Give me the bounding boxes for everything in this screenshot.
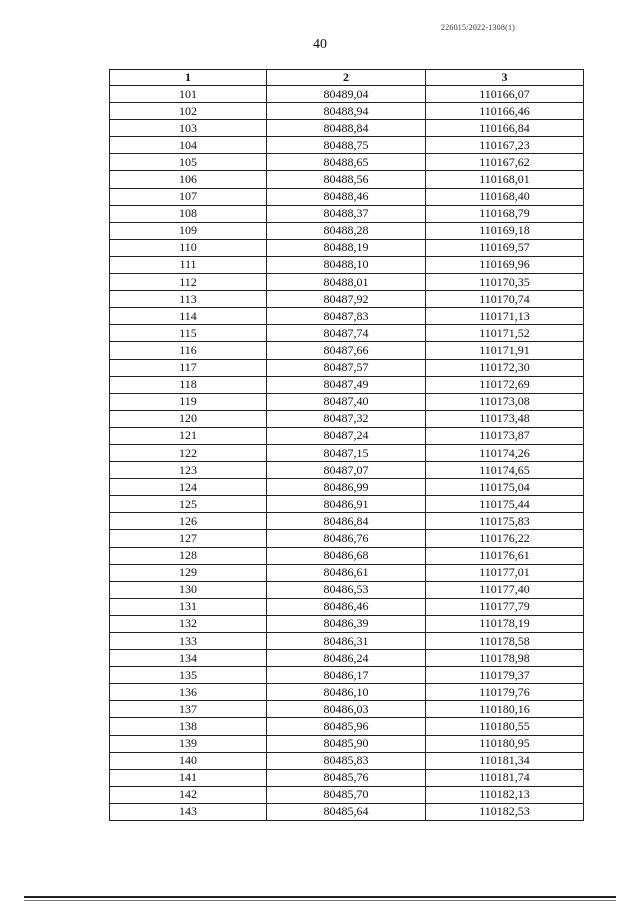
- y-coordinate-cell: 110181,34: [426, 752, 584, 769]
- table-row: [110, 393, 584, 410]
- y-coordinate-cell: 110171,52: [426, 325, 584, 342]
- y-coordinate-cell: 110182,13: [426, 786, 584, 803]
- x-coordinate-cell: 80486,84: [267, 513, 426, 530]
- point-number-cell: 117: [110, 359, 267, 376]
- table-row: [110, 479, 584, 496]
- table-row: [110, 188, 584, 205]
- table-row: [110, 342, 584, 359]
- x-coordinate-cell: 80488,01: [267, 274, 426, 291]
- y-coordinate-cell: 110172,30: [426, 359, 584, 376]
- y-coordinate-cell: 110169,57: [426, 239, 584, 256]
- x-coordinate-cell: 80486,10: [267, 684, 426, 701]
- x-coordinate-cell: 80488,56: [267, 171, 426, 188]
- y-coordinate-cell: 110169,18: [426, 222, 584, 239]
- point-number-cell: 108: [110, 205, 267, 222]
- column-header-2: 2: [267, 70, 426, 86]
- y-coordinate-cell: 110179,37: [426, 667, 584, 684]
- x-coordinate-cell: 80485,96: [267, 718, 426, 735]
- x-coordinate-cell: 80486,17: [267, 667, 426, 684]
- point-number-cell: 122: [110, 444, 267, 461]
- footer-rule-thin: [24, 900, 616, 901]
- x-coordinate-cell: 80489,04: [267, 86, 426, 103]
- point-number-cell: 119: [110, 393, 267, 410]
- x-coordinate-cell: 80486,24: [267, 650, 426, 667]
- x-coordinate-cell: 80486,68: [267, 547, 426, 564]
- y-coordinate-cell: 110167,62: [426, 154, 584, 171]
- table-row: [110, 650, 584, 667]
- point-number-cell: 112: [110, 274, 267, 291]
- table-row: [110, 769, 584, 786]
- table-row: [110, 786, 584, 803]
- y-coordinate-cell: 110170,74: [426, 291, 584, 308]
- point-number-cell: 142: [110, 786, 267, 803]
- x-coordinate-cell: 80487,83: [267, 308, 426, 325]
- table-row: [110, 735, 584, 752]
- table-row: [110, 359, 584, 376]
- x-coordinate-cell: 80486,46: [267, 598, 426, 615]
- point-number-cell: 138: [110, 718, 267, 735]
- point-number-cell: 118: [110, 376, 267, 393]
- point-number-cell: 133: [110, 633, 267, 650]
- table-row: [110, 462, 584, 479]
- x-coordinate-cell: 80488,75: [267, 137, 426, 154]
- y-coordinate-cell: 110175,44: [426, 496, 584, 513]
- x-coordinate-cell: 80488,46: [267, 188, 426, 205]
- point-number-cell: 104: [110, 137, 267, 154]
- x-coordinate-cell: 80487,07: [267, 462, 426, 479]
- point-number-cell: 102: [110, 103, 267, 120]
- column-header-1: 1: [110, 70, 267, 86]
- x-coordinate-cell: 80488,84: [267, 120, 426, 137]
- point-number-cell: 128: [110, 547, 267, 564]
- x-coordinate-cell: 80488,37: [267, 205, 426, 222]
- x-coordinate-cell: 80486,31: [267, 633, 426, 650]
- x-coordinate-cell: 80486,91: [267, 496, 426, 513]
- x-coordinate-cell: 80487,66: [267, 342, 426, 359]
- table-row: [110, 171, 584, 188]
- y-coordinate-cell: 110167,23: [426, 137, 584, 154]
- x-coordinate-cell: 80487,32: [267, 410, 426, 427]
- table-row: [110, 701, 584, 718]
- x-coordinate-cell: 80488,10: [267, 256, 426, 273]
- point-number-cell: 136: [110, 684, 267, 701]
- table-row: [110, 598, 584, 615]
- point-number-cell: 129: [110, 564, 267, 581]
- table-row: [110, 256, 584, 273]
- table-row: [110, 530, 584, 547]
- table-body: [110, 86, 584, 821]
- y-coordinate-cell: 110170,35: [426, 274, 584, 291]
- table-row: [110, 239, 584, 256]
- x-coordinate-cell: 80488,94: [267, 103, 426, 120]
- point-number-cell: 111: [110, 256, 267, 273]
- point-number-cell: 113: [110, 291, 267, 308]
- footer-rule: [24, 896, 616, 898]
- point-number-cell: 114: [110, 308, 267, 325]
- point-number-cell: 127: [110, 530, 267, 547]
- point-number-cell: 131: [110, 598, 267, 615]
- y-coordinate-cell: 110178,98: [426, 650, 584, 667]
- table-row: [110, 274, 584, 291]
- point-number-cell: 141: [110, 769, 267, 786]
- point-number-cell: 107: [110, 188, 267, 205]
- x-coordinate-cell: 80486,99: [267, 479, 426, 496]
- x-coordinate-cell: 80487,49: [267, 376, 426, 393]
- x-coordinate-cell: 80486,39: [267, 615, 426, 632]
- point-number-cell: 134: [110, 650, 267, 667]
- table-row: [110, 547, 584, 564]
- y-coordinate-cell: 110168,79: [426, 205, 584, 222]
- point-number-cell: 115: [110, 325, 267, 342]
- table-row: [110, 120, 584, 137]
- point-number-cell: 101: [110, 86, 267, 103]
- table-row: [110, 103, 584, 120]
- y-coordinate-cell: 110173,87: [426, 427, 584, 444]
- x-coordinate-cell: 80486,61: [267, 564, 426, 581]
- y-coordinate-cell: 110172,69: [426, 376, 584, 393]
- x-coordinate-cell: 80485,70: [267, 786, 426, 803]
- x-coordinate-cell: 80486,03: [267, 701, 426, 718]
- y-coordinate-cell: 110173,48: [426, 410, 584, 427]
- table-row: [110, 803, 584, 820]
- x-coordinate-cell: 80488,65: [267, 154, 426, 171]
- point-number-cell: 124: [110, 479, 267, 496]
- x-coordinate-cell: 80485,64: [267, 803, 426, 820]
- point-number-cell: 110: [110, 239, 267, 256]
- table-row: [110, 752, 584, 769]
- table-row: [110, 718, 584, 735]
- y-coordinate-cell: 110173,08: [426, 393, 584, 410]
- y-coordinate-cell: 110177,40: [426, 581, 584, 598]
- y-coordinate-cell: 110175,83: [426, 513, 584, 530]
- point-number-cell: 126: [110, 513, 267, 530]
- y-coordinate-cell: 110171,13: [426, 308, 584, 325]
- table-row: [110, 86, 584, 103]
- point-number-cell: 125: [110, 496, 267, 513]
- table-row: [110, 684, 584, 701]
- point-number-cell: 123: [110, 462, 267, 479]
- x-coordinate-cell: 80485,83: [267, 752, 426, 769]
- x-coordinate-cell: 80487,74: [267, 325, 426, 342]
- page-number: 40: [313, 37, 327, 52]
- table-row: [110, 444, 584, 461]
- table-row: [110, 291, 584, 308]
- table-row: [110, 667, 584, 684]
- table-row: [110, 308, 584, 325]
- x-coordinate-cell: 80485,90: [267, 735, 426, 752]
- y-coordinate-cell: 110166,07: [426, 86, 584, 103]
- x-coordinate-cell: 80487,92: [267, 291, 426, 308]
- y-coordinate-cell: 110168,40: [426, 188, 584, 205]
- point-number-cell: 103: [110, 120, 267, 137]
- document-id: 226015/2022-1308(1): [441, 23, 516, 32]
- y-coordinate-cell: 110176,22: [426, 530, 584, 547]
- point-number-cell: 120: [110, 410, 267, 427]
- y-coordinate-cell: 110181,74: [426, 769, 584, 786]
- table-row: [110, 222, 584, 239]
- table-row: [110, 581, 584, 598]
- column-header-3: 3: [426, 70, 584, 86]
- point-number-cell: 116: [110, 342, 267, 359]
- y-coordinate-cell: 110179,76: [426, 684, 584, 701]
- y-coordinate-cell: 110178,19: [426, 615, 584, 632]
- point-number-cell: 135: [110, 667, 267, 684]
- point-number-cell: 121: [110, 427, 267, 444]
- x-coordinate-cell: 80486,53: [267, 581, 426, 598]
- y-coordinate-cell: 110177,01: [426, 564, 584, 581]
- table-header-row: [110, 70, 584, 86]
- table-row: [110, 496, 584, 513]
- y-coordinate-cell: 110168,01: [426, 171, 584, 188]
- y-coordinate-cell: 110178,58: [426, 633, 584, 650]
- point-number-cell: 137: [110, 701, 267, 718]
- table-row: [110, 154, 584, 171]
- y-coordinate-cell: 110174,26: [426, 444, 584, 461]
- y-coordinate-cell: 110177,79: [426, 598, 584, 615]
- y-coordinate-cell: 110175,04: [426, 479, 584, 496]
- table-row: [110, 205, 584, 222]
- y-coordinate-cell: 110174,65: [426, 462, 584, 479]
- y-coordinate-cell: 110180,55: [426, 718, 584, 735]
- x-coordinate-cell: 80487,57: [267, 359, 426, 376]
- point-number-cell: 140: [110, 752, 267, 769]
- table-row: [110, 564, 584, 581]
- point-number-cell: 139: [110, 735, 267, 752]
- y-coordinate-cell: 110180,95: [426, 735, 584, 752]
- table-row: [110, 410, 584, 427]
- point-number-cell: 130: [110, 581, 267, 598]
- x-coordinate-cell: 80486,76: [267, 530, 426, 547]
- x-coordinate-cell: 80488,19: [267, 239, 426, 256]
- y-coordinate-cell: 110171,91: [426, 342, 584, 359]
- table-row: [110, 615, 584, 632]
- y-coordinate-cell: 110176,61: [426, 547, 584, 564]
- y-coordinate-cell: 110166,46: [426, 103, 584, 120]
- y-coordinate-cell: 110166,84: [426, 120, 584, 137]
- y-coordinate-cell: 110182,53: [426, 803, 584, 820]
- point-number-cell: 132: [110, 615, 267, 632]
- y-coordinate-cell: 110169,96: [426, 256, 584, 273]
- table-row: [110, 137, 584, 154]
- table-row: [110, 376, 584, 393]
- x-coordinate-cell: 80488,28: [267, 222, 426, 239]
- table-row: [110, 427, 584, 444]
- x-coordinate-cell: 80485,76: [267, 769, 426, 786]
- coordinates-table: [109, 69, 584, 821]
- point-number-cell: 105: [110, 154, 267, 171]
- table-row: [110, 513, 584, 530]
- table-row: [110, 633, 584, 650]
- point-number-cell: 109: [110, 222, 267, 239]
- x-coordinate-cell: 80487,15: [267, 444, 426, 461]
- y-coordinate-cell: 110180,16: [426, 701, 584, 718]
- x-coordinate-cell: 80487,24: [267, 427, 426, 444]
- table-row: [110, 325, 584, 342]
- point-number-cell: 143: [110, 803, 267, 820]
- point-number-cell: 106: [110, 171, 267, 188]
- x-coordinate-cell: 80487,40: [267, 393, 426, 410]
